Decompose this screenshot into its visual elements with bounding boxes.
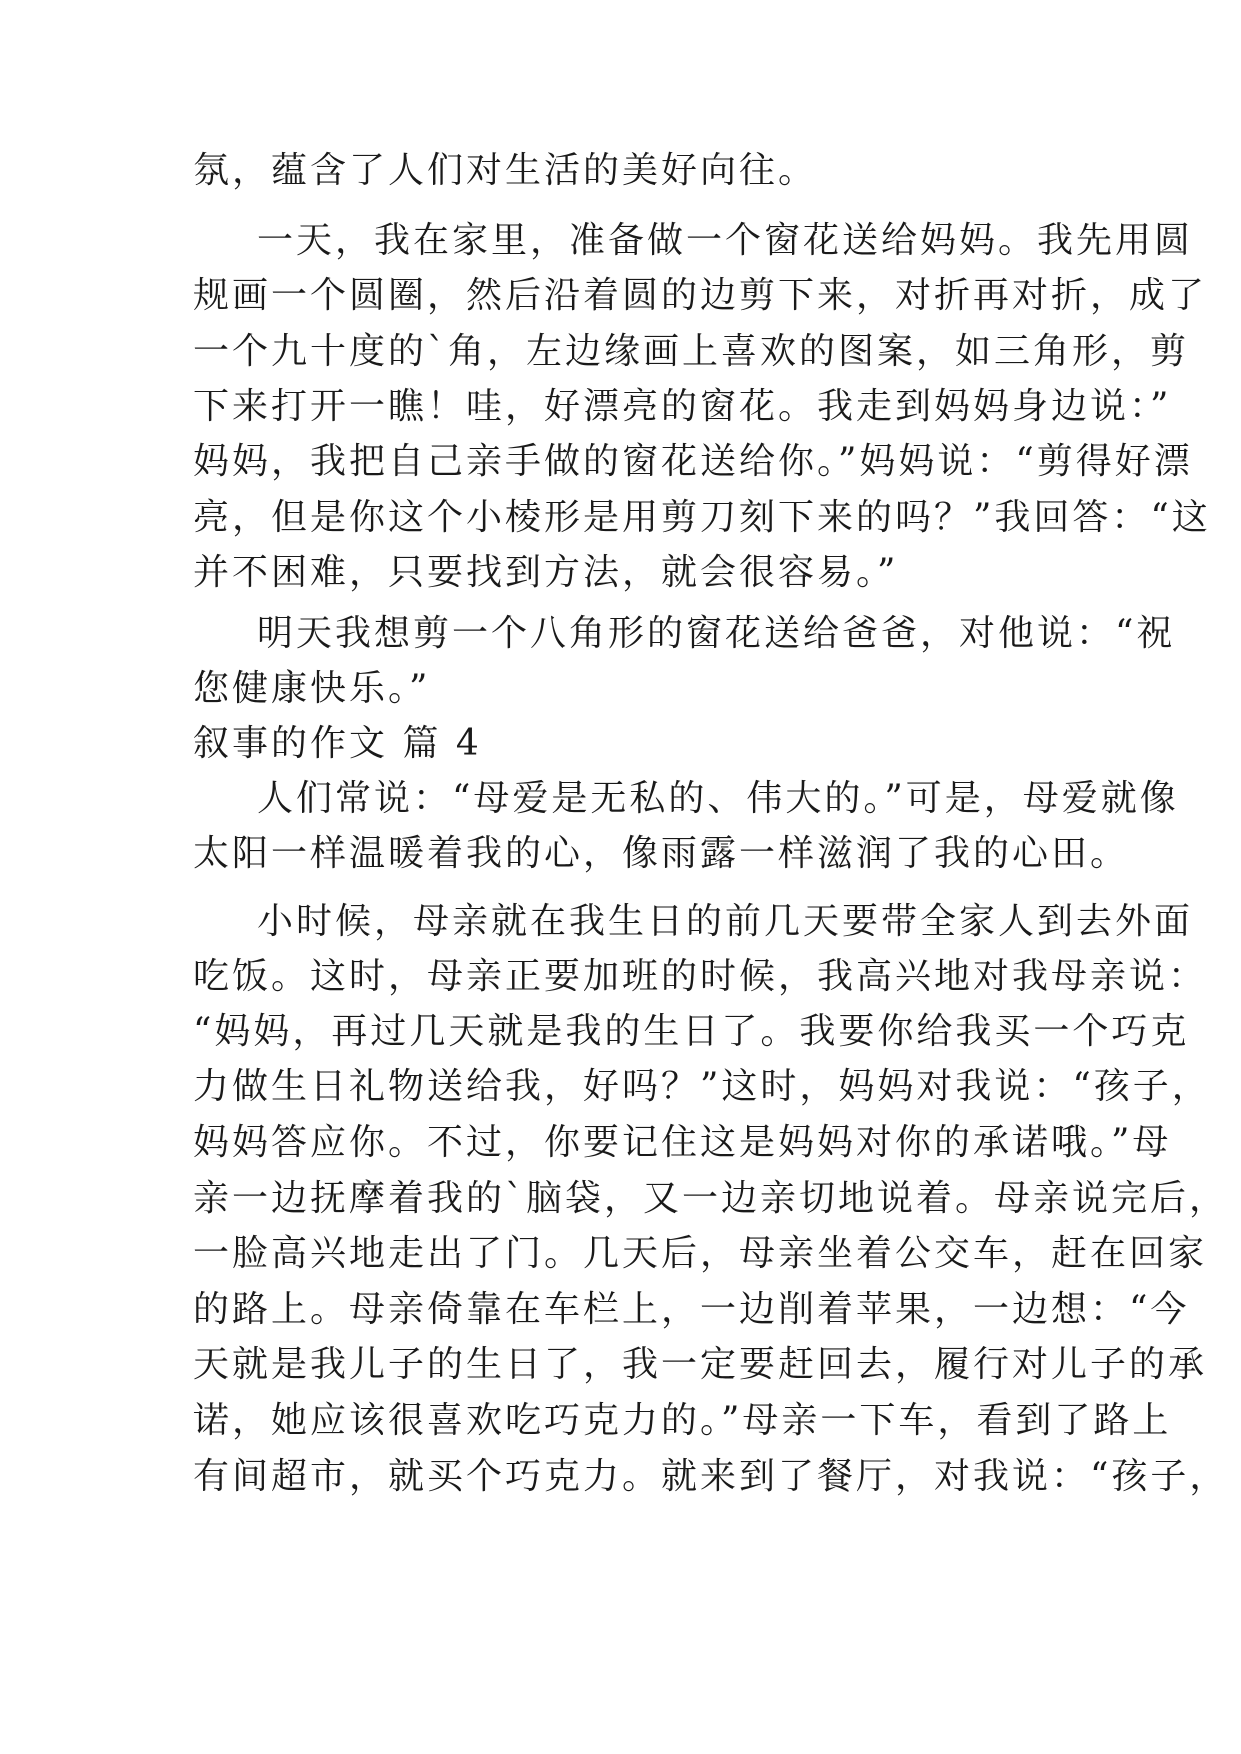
paragraph-start-line: 小时候，母亲就在我生日的前几天要带全家人到去外面 xyxy=(257,901,1194,942)
text-line: 氛，蕴含了人们对生活的美好向往。 xyxy=(193,150,818,191)
text-line: 的路上。母亲倚靠在车栏上，一边削着苹果，一边想：“今 xyxy=(193,1289,1190,1330)
paragraph-start-line: 一天，我在家里，准备做一个窗花送给妈妈。我先用圆 xyxy=(257,220,1194,261)
text-line: 天就是我儿子的生日了，我一定要赶回去，履行对儿子的承 xyxy=(193,1344,1208,1385)
text-line: 亲一边抚摩着我的`脑袋，又一边亲切地说着。母亲说完后， xyxy=(193,1178,1229,1219)
text-line: 妈妈答应你。不过，你要记住这是妈妈对你的承诺哦。”母 xyxy=(193,1122,1172,1163)
text-line: 一个九十度的`角，左边缘画上喜欢的图案，如三角形，剪 xyxy=(193,331,1190,372)
text-line: 力做生日礼物送给我，好吗？”这时，妈妈对我说：“孩子， xyxy=(193,1066,1211,1107)
text-line: 一脸高兴地走出了门。几天后，母亲坐着公交车，赶在回家 xyxy=(193,1233,1208,1274)
paragraph-start-line: 明天我想剪一个八角形的窗花送给爸爸，对他说：“祝 xyxy=(257,613,1176,654)
text-line: 亮，但是你这个小棱形是用剪刀刻下来的吗？”我回答：“这 xyxy=(193,497,1211,538)
text-line: 太阳一样温暖着我的心，像雨露一样滋润了我的心田。 xyxy=(193,833,1130,874)
section-heading: 叙事的作文 篇 4 xyxy=(193,723,482,764)
text-line: 吃饭。这时，母亲正要加班的时候，我高兴地对我母亲说： xyxy=(193,956,1208,997)
text-line: 并不困难，只要找到方法，就会很容易。” xyxy=(193,552,899,593)
text-line: 有间超市，就买个巧克力。就来到了餐厅，对我说：“孩子， xyxy=(193,1456,1229,1497)
text-line: 规画一个圆圈，然后沿着圆的边剪下来，对折再对折，成了 xyxy=(193,275,1208,316)
text-line: 诺，她应该很喜欢吃巧克力的。”母亲一下车，看到了路上 xyxy=(193,1400,1172,1441)
text-line: 下来打开一瞧！哇，好漂亮的窗花。我走到妈妈身边说：” xyxy=(193,386,1172,427)
text-line: 妈妈，我把自己亲手做的窗花送给你。”妈妈说：“剪得好漂 xyxy=(193,441,1193,482)
text-line: 您健康快乐。” xyxy=(193,668,431,709)
paragraph-start-line: 人们常说：“母爱是无私的、伟大的。”可是，母爱就像 xyxy=(257,778,1179,819)
text-line: “妈妈，再过几天就是我的生日了。我要你给我买一个巧克 xyxy=(193,1011,1190,1052)
